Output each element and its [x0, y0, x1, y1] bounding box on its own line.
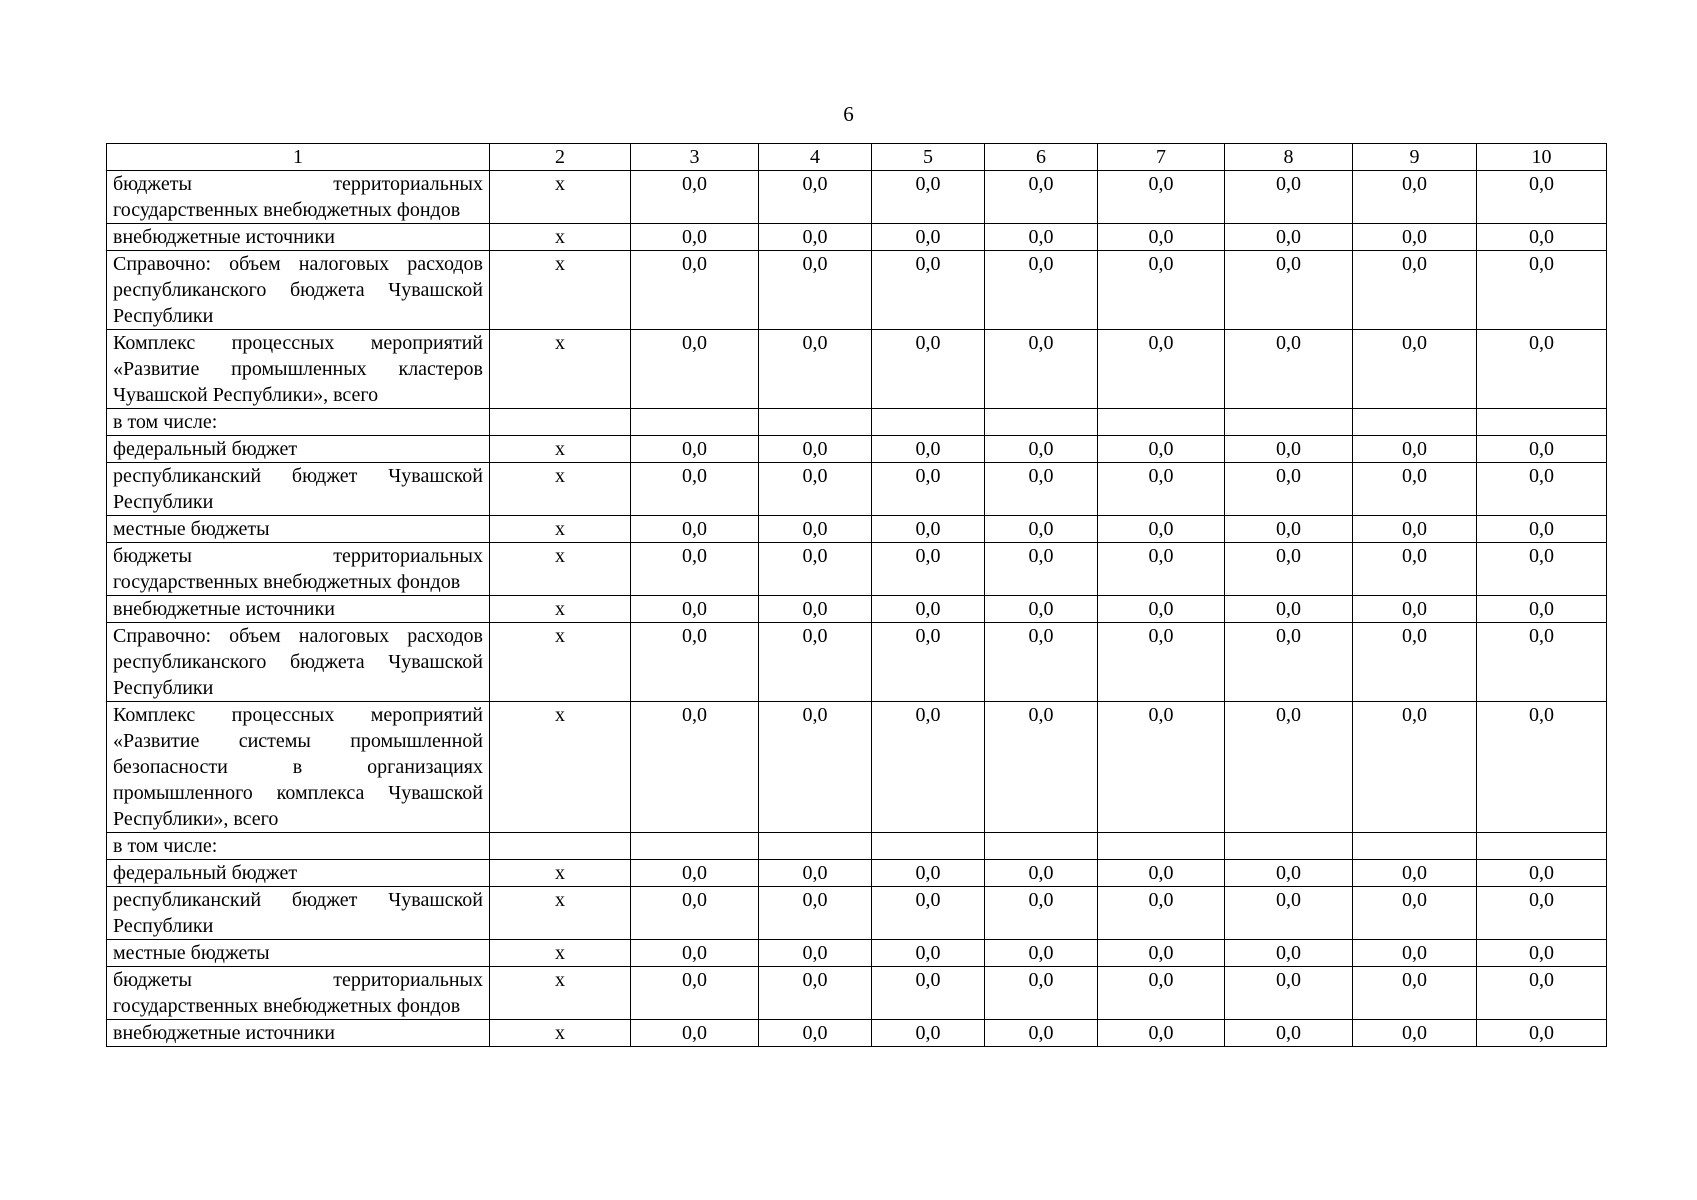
row-value-col-10: 0,0: [1477, 251, 1607, 330]
row-value-col-3: 0,0: [631, 251, 759, 330]
table-row: [107, 860, 1607, 887]
table-row: [107, 940, 1607, 967]
row-value-col-10: [1477, 409, 1607, 436]
row-value-col-8: [1225, 409, 1353, 436]
row-column-2: х: [490, 436, 631, 463]
row-column-2: [490, 833, 631, 860]
row-value-col-7: 0,0: [1098, 623, 1225, 702]
row-value-col-4: 0,0: [759, 330, 872, 409]
row-value-col-9: 0,0: [1353, 940, 1477, 967]
row-label: бюджеты территориальных государственных внебюджетных фондов: [107, 967, 490, 1020]
row-value-col-4: 0,0: [759, 171, 872, 224]
table-row: [107, 516, 1607, 543]
row-value-col-6: [985, 409, 1098, 436]
row-label: федеральный бюджет: [107, 436, 490, 463]
row-label: в том числе:: [107, 409, 490, 436]
column-header-4: 4: [759, 144, 872, 171]
row-value-col-10: 0,0: [1477, 967, 1607, 1020]
row-value-col-8: 0,0: [1225, 967, 1353, 1020]
table-row: [107, 330, 1607, 409]
row-value-col-8: 0,0: [1225, 596, 1353, 623]
row-value-col-9: 0,0: [1353, 887, 1477, 940]
row-value-col-8: 0,0: [1225, 1020, 1353, 1047]
row-value-col-5: 0,0: [872, 596, 985, 623]
row-value-col-10: 0,0: [1477, 436, 1607, 463]
row-value-col-9: 0,0: [1353, 967, 1477, 1020]
row-value-col-6: 0,0: [985, 463, 1098, 516]
row-value-col-6: [985, 833, 1098, 860]
row-value-col-8: 0,0: [1225, 860, 1353, 887]
row-column-2: х: [490, 967, 631, 1020]
row-value-col-7: 0,0: [1098, 436, 1225, 463]
row-value-col-5: [872, 409, 985, 436]
row-value-col-9: 0,0: [1353, 251, 1477, 330]
row-value-col-9: 0,0: [1353, 623, 1477, 702]
row-value-col-3: 0,0: [631, 623, 759, 702]
row-value-col-8: 0,0: [1225, 224, 1353, 251]
row-value-col-8: 0,0: [1225, 623, 1353, 702]
row-value-col-10: 0,0: [1477, 1020, 1607, 1047]
row-value-col-8: 0,0: [1225, 887, 1353, 940]
row-value-col-9: 0,0: [1353, 224, 1477, 251]
row-value-col-10: 0,0: [1477, 463, 1607, 516]
row-value-col-7: 0,0: [1098, 596, 1225, 623]
table-row: [107, 623, 1607, 702]
row-value-col-6: 0,0: [985, 596, 1098, 623]
row-value-col-9: 0,0: [1353, 171, 1477, 224]
row-value-col-3: [631, 833, 759, 860]
row-value-col-8: 0,0: [1225, 251, 1353, 330]
row-label: в том числе:: [107, 833, 490, 860]
row-value-col-5: 0,0: [872, 940, 985, 967]
row-value-col-5: 0,0: [872, 887, 985, 940]
row-column-2: х: [490, 224, 631, 251]
row-value-col-5: 0,0: [872, 516, 985, 543]
row-value-col-10: 0,0: [1477, 623, 1607, 702]
row-value-col-3: 0,0: [631, 1020, 759, 1047]
row-value-col-5: 0,0: [872, 330, 985, 409]
row-value-col-6: 0,0: [985, 623, 1098, 702]
row-value-col-5: [872, 833, 985, 860]
row-value-col-3: 0,0: [631, 887, 759, 940]
row-value-col-9: 0,0: [1353, 463, 1477, 516]
table-header: [107, 144, 1607, 171]
row-value-col-7: 0,0: [1098, 1020, 1225, 1047]
row-value-col-6: 0,0: [985, 330, 1098, 409]
row-value-col-3: 0,0: [631, 860, 759, 887]
table-body: [107, 171, 1607, 1047]
row-value-col-6: 0,0: [985, 967, 1098, 1020]
row-value-col-9: 0,0: [1353, 436, 1477, 463]
row-value-col-3: 0,0: [631, 330, 759, 409]
row-label: Комплекс процессных мероприятий «Развитие системы промышленной безопасности в организациях промышленного комплекса Чувашской Республики», всего: [107, 702, 490, 833]
row-value-col-6: 0,0: [985, 224, 1098, 251]
row-value-col-3: 0,0: [631, 516, 759, 543]
row-value-col-6: 0,0: [985, 543, 1098, 596]
row-value-col-4: 0,0: [759, 516, 872, 543]
row-value-col-4: 0,0: [759, 702, 872, 833]
column-header-2: 2: [490, 144, 631, 171]
row-value-col-7: 0,0: [1098, 860, 1225, 887]
row-column-2: х: [490, 596, 631, 623]
row-value-col-3: 0,0: [631, 224, 759, 251]
row-value-col-10: 0,0: [1477, 543, 1607, 596]
row-value-col-3: 0,0: [631, 596, 759, 623]
row-value-col-4: [759, 833, 872, 860]
row-column-2: х: [490, 463, 631, 516]
row-label: федеральный бюджет: [107, 860, 490, 887]
row-value-col-6: 0,0: [985, 251, 1098, 330]
column-header-3: 3: [631, 144, 759, 171]
row-value-col-3: 0,0: [631, 940, 759, 967]
row-value-col-7: 0,0: [1098, 224, 1225, 251]
row-value-col-5: 0,0: [872, 224, 985, 251]
row-label: местные бюджеты: [107, 516, 490, 543]
row-value-col-6: 0,0: [985, 702, 1098, 833]
column-header-8: 8: [1225, 144, 1353, 171]
table-row: [107, 543, 1607, 596]
row-value-col-8: 0,0: [1225, 330, 1353, 409]
row-label: республиканский бюджет Чувашской Республики: [107, 887, 490, 940]
row-label: внебюджетные источники: [107, 1020, 490, 1047]
column-header-9: 9: [1353, 144, 1477, 171]
row-column-2: х: [490, 887, 631, 940]
row-value-col-5: 0,0: [872, 543, 985, 596]
row-value-col-4: 0,0: [759, 623, 872, 702]
row-value-col-7: 0,0: [1098, 543, 1225, 596]
row-value-col-8: 0,0: [1225, 463, 1353, 516]
page-number: 6: [843, 102, 854, 126]
table-row: [107, 596, 1607, 623]
row-column-2: х: [490, 623, 631, 702]
row-value-col-9: 0,0: [1353, 330, 1477, 409]
row-value-col-8: 0,0: [1225, 171, 1353, 224]
table-row: [107, 463, 1607, 516]
header-row: [107, 144, 1607, 171]
table-row: [107, 1020, 1607, 1047]
row-value-col-7: 0,0: [1098, 516, 1225, 543]
row-value-col-9: 0,0: [1353, 596, 1477, 623]
row-value-col-4: 0,0: [759, 463, 872, 516]
row-value-col-8: 0,0: [1225, 702, 1353, 833]
table-row: [107, 251, 1607, 330]
table-row: [107, 436, 1607, 463]
table-row: [107, 833, 1607, 860]
budget-table: [106, 143, 1607, 1047]
row-value-col-5: 0,0: [872, 623, 985, 702]
row-value-col-6: 0,0: [985, 436, 1098, 463]
row-value-col-4: 0,0: [759, 887, 872, 940]
row-value-col-6: 0,0: [985, 940, 1098, 967]
row-value-col-9: 0,0: [1353, 516, 1477, 543]
row-value-col-7: 0,0: [1098, 330, 1225, 409]
row-value-col-3: 0,0: [631, 463, 759, 516]
row-value-col-8: [1225, 833, 1353, 860]
row-value-col-3: 0,0: [631, 702, 759, 833]
row-value-col-7: 0,0: [1098, 171, 1225, 224]
row-label: бюджеты территориальных государственных внебюджетных фондов: [107, 171, 490, 224]
row-value-col-4: 0,0: [759, 596, 872, 623]
row-value-col-7: 0,0: [1098, 967, 1225, 1020]
row-column-2: х: [490, 860, 631, 887]
row-value-col-5: 0,0: [872, 967, 985, 1020]
row-value-col-5: 0,0: [872, 860, 985, 887]
row-value-col-7: 0,0: [1098, 251, 1225, 330]
row-label: Справочно: объем налоговых расходов республиканского бюджета Чувашской Республики: [107, 623, 490, 702]
row-value-col-5: 0,0: [872, 702, 985, 833]
row-value-col-10: 0,0: [1477, 940, 1607, 967]
column-header-7: 7: [1098, 144, 1225, 171]
row-value-col-4: 0,0: [759, 543, 872, 596]
row-value-col-9: 0,0: [1353, 702, 1477, 833]
row-value-col-10: [1477, 833, 1607, 860]
row-value-col-10: 0,0: [1477, 516, 1607, 543]
row-value-col-3: [631, 409, 759, 436]
row-column-2: х: [490, 330, 631, 409]
row-value-col-8: 0,0: [1225, 940, 1353, 967]
row-value-col-10: 0,0: [1477, 860, 1607, 887]
row-label: республиканский бюджет Чувашской Республики: [107, 463, 490, 516]
column-header-6: 6: [985, 144, 1098, 171]
row-value-col-4: 0,0: [759, 224, 872, 251]
table-row: [107, 887, 1607, 940]
row-column-2: [490, 409, 631, 436]
column-header-5: 5: [872, 144, 985, 171]
row-value-col-6: 0,0: [985, 860, 1098, 887]
row-value-col-4: 0,0: [759, 436, 872, 463]
row-column-2: х: [490, 940, 631, 967]
row-column-2: х: [490, 702, 631, 833]
row-value-col-8: 0,0: [1225, 543, 1353, 596]
row-value-col-7: 0,0: [1098, 940, 1225, 967]
row-label: внебюджетные источники: [107, 224, 490, 251]
row-value-col-4: 0,0: [759, 940, 872, 967]
row-value-col-10: 0,0: [1477, 596, 1607, 623]
row-value-col-9: 0,0: [1353, 1020, 1477, 1047]
row-value-col-5: 0,0: [872, 251, 985, 330]
row-value-col-10: 0,0: [1477, 887, 1607, 940]
row-value-col-7: 0,0: [1098, 887, 1225, 940]
column-header-10: 10: [1477, 144, 1607, 171]
table-row: [107, 967, 1607, 1020]
row-value-col-7: 0,0: [1098, 702, 1225, 833]
row-value-col-9: [1353, 409, 1477, 436]
row-value-col-7: [1098, 833, 1225, 860]
row-value-col-10: 0,0: [1477, 702, 1607, 833]
row-value-col-3: 0,0: [631, 967, 759, 1020]
row-value-col-9: 0,0: [1353, 860, 1477, 887]
row-label: внебюджетные источники: [107, 596, 490, 623]
row-label: Комплекс процессных мероприятий «Развитие промышленных кластеров Чувашской Республики», всего: [107, 330, 490, 409]
row-column-2: х: [490, 251, 631, 330]
row-value-col-9: [1353, 833, 1477, 860]
row-label: местные бюджеты: [107, 940, 490, 967]
table-row: [107, 702, 1607, 833]
row-value-col-3: 0,0: [631, 436, 759, 463]
row-value-col-6: 0,0: [985, 1020, 1098, 1047]
row-value-col-10: 0,0: [1477, 330, 1607, 409]
row-value-col-3: 0,0: [631, 171, 759, 224]
row-column-2: х: [490, 516, 631, 543]
table-row: [107, 224, 1607, 251]
row-value-col-5: 0,0: [872, 436, 985, 463]
row-column-2: х: [490, 1020, 631, 1047]
row-column-2: х: [490, 171, 631, 224]
row-value-col-10: 0,0: [1477, 224, 1607, 251]
table-row: [107, 409, 1607, 436]
row-value-col-4: 0,0: [759, 251, 872, 330]
row-value-col-7: [1098, 409, 1225, 436]
row-value-col-4: 0,0: [759, 860, 872, 887]
row-value-col-6: 0,0: [985, 516, 1098, 543]
row-value-col-4: [759, 409, 872, 436]
row-value-col-6: 0,0: [985, 887, 1098, 940]
row-value-col-4: 0,0: [759, 967, 872, 1020]
row-value-col-5: 0,0: [872, 463, 985, 516]
column-header-1: 1: [107, 144, 490, 171]
row-value-col-8: 0,0: [1225, 436, 1353, 463]
row-value-col-7: 0,0: [1098, 463, 1225, 516]
row-column-2: х: [490, 543, 631, 596]
row-value-col-8: 0,0: [1225, 516, 1353, 543]
row-value-col-5: 0,0: [872, 1020, 985, 1047]
row-value-col-9: 0,0: [1353, 543, 1477, 596]
row-value-col-6: 0,0: [985, 171, 1098, 224]
row-value-col-10: 0,0: [1477, 171, 1607, 224]
row-value-col-3: 0,0: [631, 543, 759, 596]
row-value-col-5: 0,0: [872, 171, 985, 224]
row-label: Справочно: объем налоговых расходов республиканского бюджета Чувашской Республики: [107, 251, 490, 330]
table-row: [107, 171, 1607, 224]
row-value-col-4: 0,0: [759, 1020, 872, 1047]
row-label: бюджеты территориальных государственных внебюджетных фондов: [107, 543, 490, 596]
